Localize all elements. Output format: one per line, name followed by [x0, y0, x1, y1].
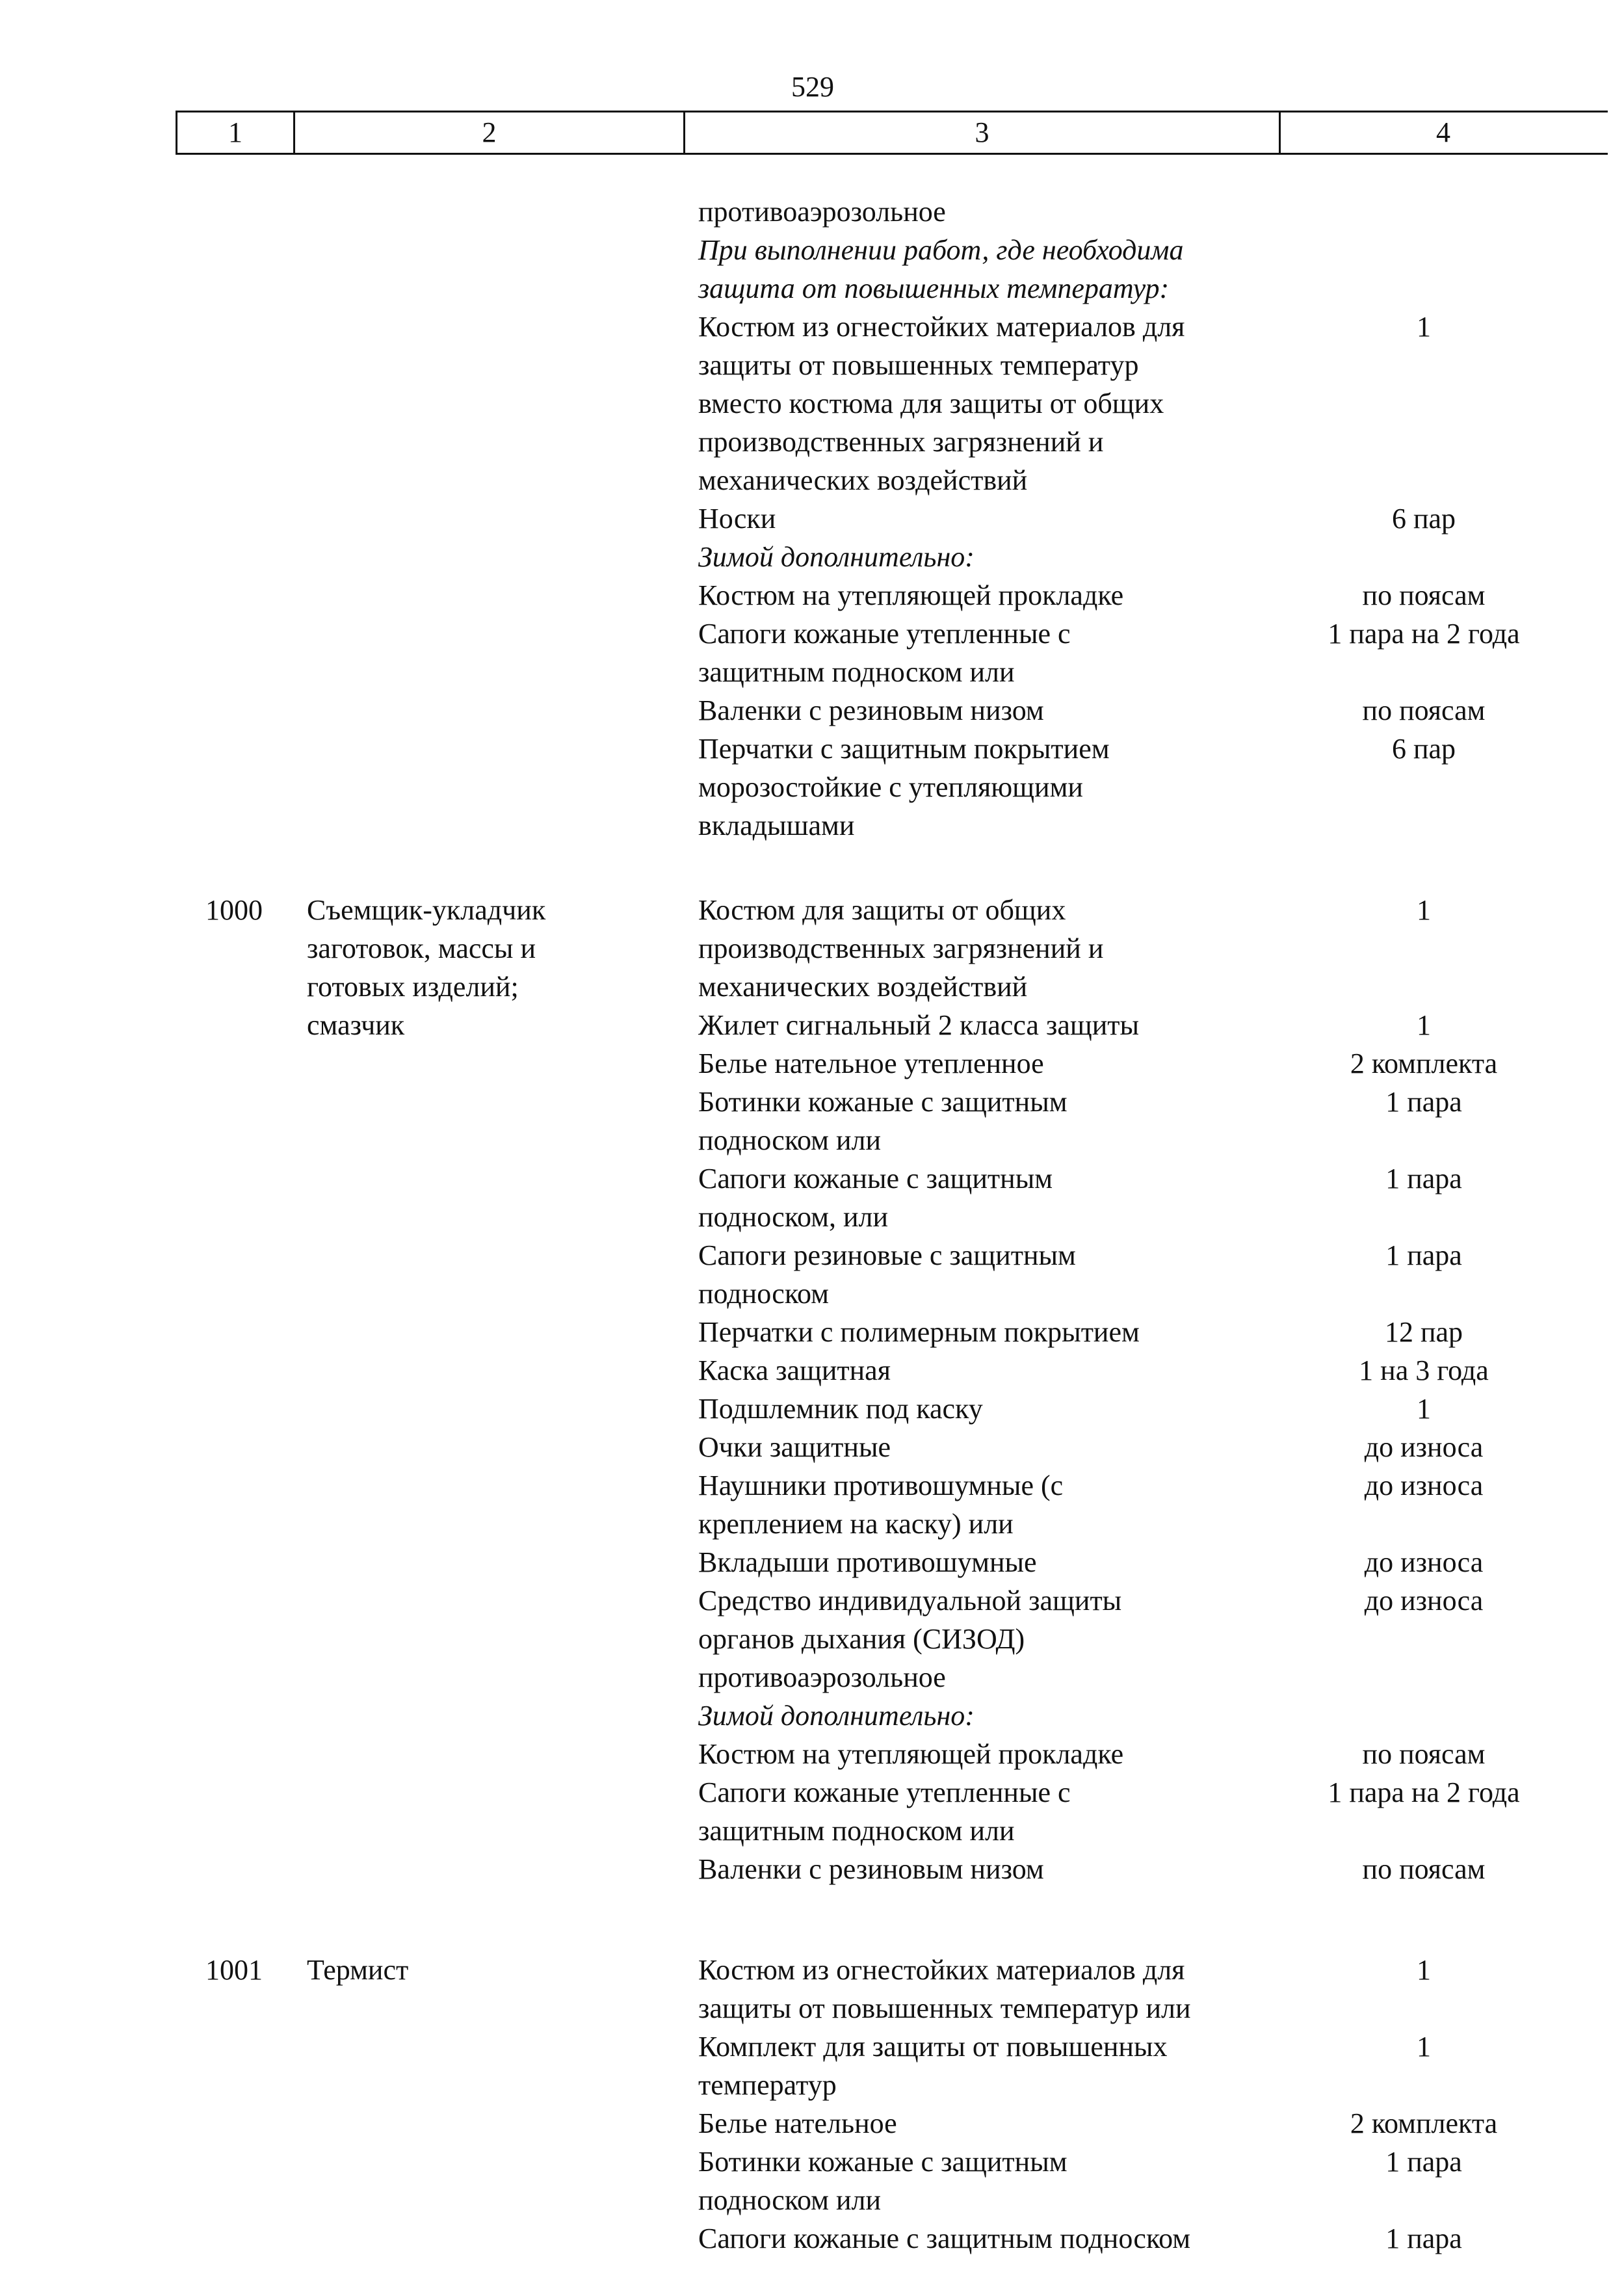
entry-item-text: Белье нательное	[698, 2107, 897, 2139]
entry-quantity: до износа	[1364, 1546, 1484, 1578]
continuation-item-text: Костюм на утепляющей прокладке	[698, 579, 1124, 611]
entry-item-text: температур	[698, 2069, 837, 2101]
entry-quantity: 1	[1417, 1954, 1431, 1986]
continuation-quantity: 6 пар	[1391, 733, 1456, 765]
entry-item-text: Наушники противошумные (с	[698, 1470, 1064, 1501]
entry-quantity: до износа	[1364, 1470, 1484, 1501]
continuation-item-text: Костюм из огнестойких материалов для	[698, 311, 1185, 343]
header-col-3: 3	[685, 112, 1281, 153]
entry-item-text: защиты от повышенных температур или	[698, 1992, 1191, 2024]
continuation-quantity: 1 пара на 2 года	[1328, 618, 1520, 650]
header-col-2: 2	[295, 112, 685, 153]
entry-number: 1001	[205, 1954, 263, 1986]
entry-item-text: механических воздействий	[698, 971, 1028, 1003]
entry-quantity: 1	[1417, 1393, 1431, 1425]
continuation-item-text: вкладышами	[698, 810, 855, 841]
continuation-item-text: Носки	[698, 503, 776, 534]
entry-quantity: по поясам	[1362, 1853, 1486, 1885]
entry-quantity: до износа	[1364, 1585, 1484, 1616]
continuation-item-text: Валенки с резиновым низом	[698, 694, 1044, 726]
continuation-item-text: производственных загрязнений и	[698, 426, 1104, 458]
continuation-item-text: механических воздействий	[698, 464, 1028, 496]
entry-item-text: Зимой дополнительно:	[698, 1700, 975, 1732]
continuation-quantity: по поясам	[1362, 694, 1486, 726]
entry-item-text: Средство индивидуальной защиты	[698, 1585, 1122, 1616]
continuation-item-text: Сапоги кожаные утепленные с	[698, 618, 1071, 650]
entry-item-text: Ботинки кожаные с защитным	[698, 1086, 1067, 1118]
entry-profession: Термист	[307, 1954, 409, 1986]
entry-item-text: подноском или	[698, 1124, 882, 1156]
continuation-item-text: Перчатки с защитным покрытием	[698, 733, 1110, 765]
entry-profession: заготовок, массы и	[307, 932, 536, 964]
header-col-4: 4	[1436, 116, 1450, 148]
entry-quantity: 1 пара	[1385, 1163, 1462, 1194]
entry-item-text: подноском	[698, 1278, 829, 1310]
entry-number: 1000	[205, 894, 263, 926]
entry-item-text: производственных загрязнений и	[698, 932, 1104, 964]
entry-profession: смазчик	[307, 1009, 405, 1041]
continuation-item-text: защитным подноском или	[698, 656, 1015, 688]
entry-quantity: 1 пара	[1385, 1239, 1462, 1271]
entry-item-text: Костюм из огнестойких материалов для	[698, 1954, 1185, 1986]
entry-profession: готовых изделий;	[307, 971, 519, 1003]
header-col-1: 1	[177, 112, 295, 153]
entry-quantity: 1	[1417, 894, 1431, 926]
entry-quantity: 1 на 3 года	[1359, 1354, 1489, 1386]
entry-item-text: подноском или	[698, 2184, 882, 2216]
continuation-quantity: 6 пар	[1391, 503, 1456, 534]
entry-item-text: Костюм на утепляющей прокладке	[698, 1738, 1124, 1770]
entry-quantity: 2 комплекта	[1350, 2107, 1498, 2139]
entry-profession: Съемщик-укладчик	[307, 894, 546, 926]
entry-quantity: 2 комплекта	[1350, 1048, 1498, 1079]
entry-quantity: 1 пара	[1385, 1086, 1462, 1118]
entry-quantity: 1	[1417, 1009, 1431, 1041]
continuation-item-text: Зимой дополнительно:	[698, 541, 975, 573]
entry-item-text: Вкладыши противошумные	[698, 1546, 1037, 1578]
entry-item-text: Белье нательное утепленное	[698, 1048, 1044, 1079]
entry-item-text: креплением на каску) или	[698, 1508, 1014, 1540]
continuation-quantity: 1	[1417, 311, 1431, 343]
entry-item-text: подноском, или	[698, 1201, 889, 1233]
entry-quantity: 1 пара на 2 года	[1328, 1776, 1520, 1808]
entry-quantity: 1 пара	[1385, 2223, 1462, 2254]
entry-item-text: Валенки с резиновым низом	[698, 1853, 1044, 1885]
continuation-item-text: защиты от повышенных температур	[698, 349, 1139, 381]
entry-item-text: Каска защитная	[698, 1354, 891, 1386]
entry-item-text: Подшлемник под каску	[698, 1393, 983, 1425]
entry-item-text: Жилет сигнальный 2 класса защиты	[698, 1009, 1140, 1041]
page-number: 529	[791, 71, 834, 103]
entry-item-text: Перчатки с полимерным покрытием	[698, 1316, 1140, 1348]
entry-item-text: Сапоги кожаные с защитным подноском	[698, 2223, 1191, 2254]
entry-item-text: противоаэрозольное	[698, 1661, 946, 1693]
continuation-item-text: При выполнении работ, где необходима	[698, 234, 1184, 266]
entry-item-text: защитным подноском или	[698, 1815, 1015, 1847]
entry-item-text: Очки защитные	[698, 1431, 891, 1463]
entry-quantity: 12 пар	[1384, 1316, 1463, 1348]
entry-item-text: Комплект для защиты от повышенных	[698, 2031, 1168, 2063]
entry-quantity: 1 пара	[1385, 2146, 1462, 2178]
continuation-item-text: защита от повышенных температур:	[698, 272, 1170, 304]
entry-item-text: Сапоги кожаные утепленные с	[698, 1776, 1071, 1808]
continuation-quantity: по поясам	[1362, 579, 1486, 611]
entry-quantity: по поясам	[1362, 1738, 1486, 1770]
entry-item-text: органов дыхания (СИЗОД)	[698, 1623, 1025, 1655]
entry-quantity: до износа	[1364, 1431, 1484, 1463]
continuation-item-text: противоаэрозольное	[698, 196, 946, 228]
entry-item-text: Сапоги кожаные с защитным	[698, 1163, 1053, 1194]
entry-item-text: Ботинки кожаные с защитным	[698, 2146, 1067, 2178]
continuation-item-text: вместо костюма для защиты от общих	[698, 388, 1164, 419]
entry-quantity: 1	[1417, 2031, 1431, 2063]
entry-item-text: Костюм для защиты от общих	[698, 894, 1066, 926]
continuation-item-text: морозостойкие с утепляющими	[698, 771, 1083, 803]
entry-item-text: Сапоги резиновые с защитным	[698, 1239, 1076, 1271]
